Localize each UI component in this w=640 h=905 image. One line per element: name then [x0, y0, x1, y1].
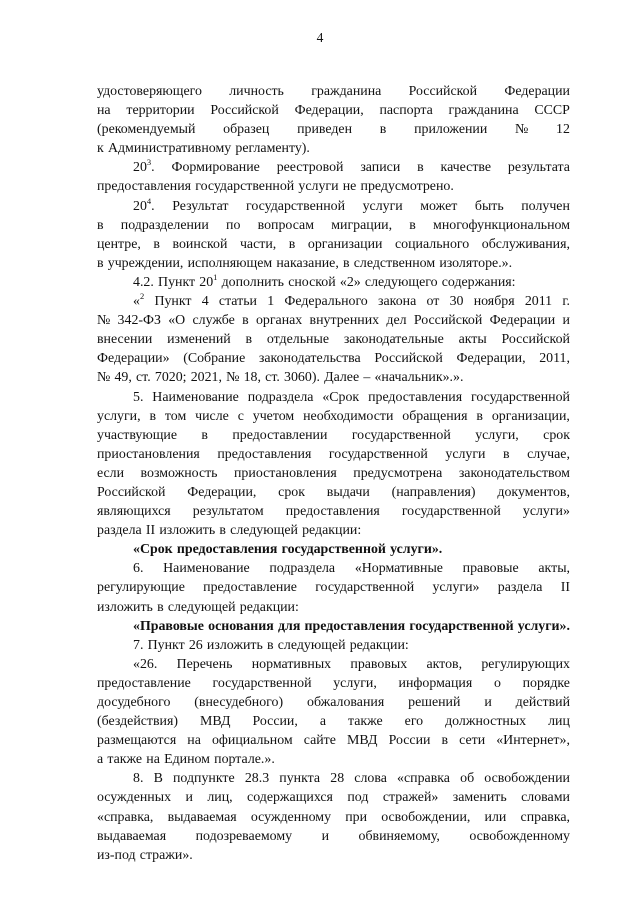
text-line: предоставления государственной услуги не предусмотрено.	[97, 179, 454, 195]
text-line: «$^2$ Пункт 4 статьи 1 Федерального закона от 30 ноября 2011 г.	[133, 291, 570, 310]
text-line: (рекомендуемый образец приведен в приложении № 12	[97, 122, 570, 138]
document-body	[97, 82, 570, 865]
text-line: в учреждении, исполняющем наказание, в следственном изоляторе.».	[97, 255, 513, 271]
text-line: Федерации» (Собрание законодательства Российской Федерации, 2011,	[97, 351, 570, 367]
text-line: а также на Едином портале.».	[97, 752, 275, 768]
text-line: внесении изменений в отдельные законодательные акты Российской	[97, 332, 570, 348]
text-line: «26. Перечень нормативных правовых актов, регулирующих	[133, 656, 570, 672]
text-line: к Административному регламенту).	[97, 141, 310, 157]
text-line: (бездействия) МВД России, а также его должностных лиц	[97, 714, 570, 730]
text-line: $20^4$. Результат государственной услуги может быть получен	[133, 195, 570, 214]
text-line: участвующие в предоставлении государственной услуги, срок	[97, 427, 570, 443]
text-line: из-под стражи».	[97, 847, 193, 863]
text-line: приостановления предоставления государственной услуги в случае,	[97, 446, 570, 462]
text-line: раздела II изложить в следующей редакции:	[97, 523, 362, 539]
text-line: регулирующие предоставление государственной услуги» раздела II	[97, 580, 570, 596]
text-line: услуги, в том числе с учетом необходимости обращения в организации,	[97, 408, 570, 424]
text-line: 6. Наименование подраздела «Нормативные правовые акты,	[133, 561, 570, 577]
text-line: 7. Пункт 26 изложить в следующей редакции:	[133, 637, 409, 653]
text-line: досудебного (внесудебного) обжалования решений и действий	[97, 695, 570, 710]
text-line: 5. Наименование подраздела «Срок предоставления государственной	[133, 389, 570, 405]
text-line: 4.2. Пункт $20^1$ дополнить сноской «2» следующего содержания:	[133, 271, 516, 290]
text-line: являющихся результатом предоставления государственной услуги»	[97, 504, 570, 520]
text-line: на территории Российской Федерации, паспорта гражданина СССР	[97, 103, 570, 119]
text-line: предоставление государственной услуги, информация о порядке	[97, 675, 570, 691]
text-line: размещаются на официальном сайте МВД России в сети «Интернет»,	[97, 733, 570, 749]
page-number: 4	[316, 30, 324, 45]
text-line: удостоверяющего личность гражданина Российской Федерации	[97, 84, 570, 99]
text-line: 8. В подпункте 28.3 пункта 28 слова «справка об освобождении	[133, 771, 570, 787]
text-line: изложить в следующей редакции:	[97, 599, 299, 615]
text-line: «Правовые основания для предоставления государственной услуги».	[133, 618, 570, 634]
text-line: $20^3$. Формирование реестровой записи в качестве результата	[133, 157, 570, 176]
text-line: в подразделении по вопросам миграции, в многофункциональном	[97, 217, 570, 233]
text-line: осужденных и лиц, содержащихся под стражей» заменить словами	[97, 790, 570, 806]
text-line: № 49, ст. 7020; 2021, № 18, ст. 3060). Далее – «начальник».».	[97, 370, 464, 386]
text-line: «Срок предоставления государственной услуги».	[133, 542, 443, 558]
text-line: если возможность приостановления предусмотрена законодательством	[97, 465, 570, 481]
text-line: выдаваемая подозреваемому и обвиняемому, освобожденному	[97, 828, 570, 844]
text-line: «справка, выдаваемая осужденному при освобождении, или справка,	[97, 809, 570, 825]
text-line: центре, в воинской части, в организации социального обслуживания,	[97, 236, 570, 252]
text-line: № 342-ФЗ «О службе в органах внутренних дел Российской Федерации и	[97, 313, 570, 329]
text-line: Российской Федерации, срок выдачи (направления) документов,	[97, 484, 570, 500]
